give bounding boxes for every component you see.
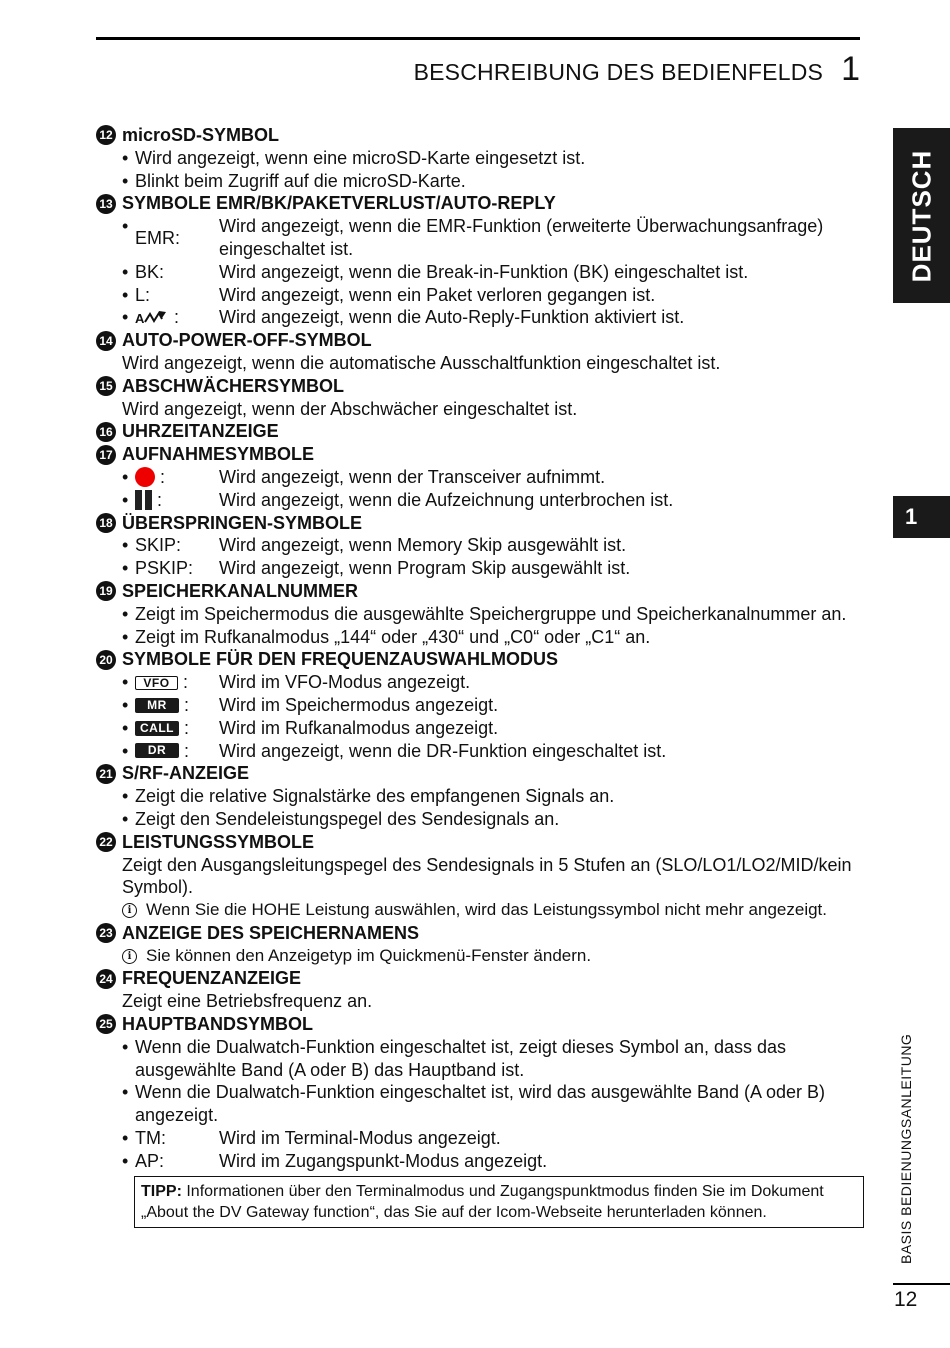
list-item: • A : Wird angezeigt, wenn die Auto-Reply-Funktion aktiviert ist. [96,306,864,329]
section-title: HAUPTBANDSYMBOL [122,1014,313,1035]
list-item-text: Zeigt im Speichermodus die ausgewählte Speichergruppe und Speicherkanalnummer an. [135,603,847,624]
header-title: BESCHREIBUNG DES BEDIENFELDS [413,59,824,85]
section-number-badge: 12 [96,125,116,145]
section-title: AUTO-POWER-OFF-SYMBOL [122,330,372,351]
section-number-badge: 25 [96,1014,116,1034]
section-title: SYMBOLE EMR/BK/PAKETVERLUST/AUTO-REPLY [122,193,556,214]
section-heading [96,580,864,603]
list-item: • CALL : Wird im Rufkanalmodus angezeigt. [96,717,864,740]
section-heading [96,648,864,671]
list-item: • Wird angezeigt, wenn eine microSD-Karte eingesetzt ist. [96,147,864,170]
section-heading [96,512,864,535]
list-item-text: Wird angezeigt, wenn die Break-in-Funktion (BK) eingeschaltet ist. [219,261,749,282]
list-term: SKIP: [135,535,182,556]
list-item-text: Zeigt den Sendeleistungspegel des Sendesignals an. [135,808,560,829]
section-heading [96,192,864,215]
list-item: • EMR: Wird angezeigt, wenn die EMR-Funktion (erweiterte Überwachungsanfrage) eingeschaltet ist. [96,215,864,261]
section-heading [96,1013,864,1036]
tip-box [134,1176,864,1228]
list-term: TM: [135,1128,166,1149]
list-item-text: Zeigt die relative Signalstärke des empfangenen Signals an. [135,786,615,807]
tip-text: Informationen über den Terminalmodus und Zugangspunktmodus finden Sie im Dokument „About the DV Gateway function“, das Sie auf der Icom-Webseite herunterladen können. [141,1182,824,1221]
section-number-badge: 14 [96,331,116,351]
list-item: • Blinkt beim Zugriff auf die microSD-Karte. [96,170,864,193]
section-heading [96,443,864,466]
list-item-text: Wird angezeigt, wenn der Transceiver aufnimmt. [219,466,606,487]
list-item: • VFO : Wird im VFO-Modus angezeigt. [96,671,864,694]
list-item-text: Wird angezeigt, wenn die Aufzeichnung unterbrochen ist. [219,489,674,510]
manual-type-label: BASIS BEDIENUNGSANLEITUNG [898,1033,914,1264]
note-text: Sie können den Anzeigetyp im Quickmenü-Fenster ändern. [146,945,592,965]
list-item-text: Wird angezeigt, wenn die EMR-Funktion (erweiterte Überwachungsanfrage) eingeschaltet ist. [219,216,824,259]
list-item-text: Wird im Zugangspunkt-Modus angezeigt. [219,1150,548,1171]
list-item: • SKIP: Wird angezeigt, wenn Memory Skip ausgewählt ist. [96,534,864,557]
section-heading [96,420,864,443]
list-item-text: Blinkt beim Zugriff auf die microSD-Karte. [135,170,466,191]
list-item-text: Wird angezeigt, wenn die DR-Funktion eingeschaltet ist. [219,740,667,761]
list-item: • Zeigt im Speichermodus die ausgewählte Speichergruppe und Speicherkanalnummer an. [96,603,864,626]
page-header [414,50,860,89]
page-number: 12 [894,1288,918,1311]
info-icon: i [122,903,137,918]
section-number-badge: 22 [96,832,116,852]
info-icon: i [122,949,137,964]
list-item: • Zeigt die relative Signalstärke des empfangenen Signals an. [96,785,864,808]
section-heading [96,329,864,352]
memory-mode-icon: MR [135,698,179,713]
list-item-text: Wird angezeigt, wenn Memory Skip ausgewählt ist. [219,535,627,556]
list-item-text: Wenn die Dualwatch-Funktion eingeschaltet ist, wird das ausgewählte Band (A oder B) angezeigt. [135,1082,826,1126]
list-item-text: Wird angezeigt, wenn ein Paket verloren gegangen ist. [219,284,656,305]
header-chapter-number: 1 [841,50,860,88]
list-item: • Wenn die Dualwatch-Funktion eingeschaltet ist, zeigt dieses Symbol an, dass das ausgewählte Band (A oder B) das Hauptband ist. [96,1036,864,1082]
section-text: Zeigt eine Betriebsfrequenz an. [122,991,373,1012]
section-heading [96,967,864,990]
section-title: LEISTUNGSSYMBOLE [122,831,315,852]
list-item: • MR : Wird im Speichermodus angezeigt. [96,694,864,717]
section-text: Wird angezeigt, wenn der Abschwächer eingeschaltet ist. [122,398,578,419]
list-item-text: Wird im Rufkanalmodus angezeigt. [219,717,499,738]
list-item: • PSKIP: Wird angezeigt, wenn Program Skip ausgewählt ist. [96,557,864,580]
list-term: EMR: [135,227,180,248]
footer-rule [893,1283,950,1285]
header-rule [96,37,860,40]
record-icon [135,467,155,487]
list-term: AP: [135,1150,165,1171]
section-number-badge: 17 [96,445,116,465]
list-item-text: Wird im Speichermodus angezeigt. [219,694,499,715]
section-text: Zeigt den Ausgangsleitungspegel des Sendesignals in 5 Stufen an (SLO/LO1/LO2/MID/kein Symbol). [122,854,852,898]
call-mode-icon: CALL [135,721,179,736]
list-item-text: Wird im VFO-Modus angezeigt. [219,672,471,693]
section-title: SYMBOLE FÜR DEN FREQUENZAUSWAHLMODUS [122,649,558,670]
section-title: ABSCHWÄCHERSYMBOL [122,375,344,396]
note [96,899,864,922]
list-item: • Zeigt den Sendeleistungspegel des Sendesignals an. [96,808,864,831]
list-term: PSKIP: [135,558,194,579]
list-item: • AP: Wird im Zugangspunkt-Modus angezeigt. [96,1150,864,1173]
language-tab [893,128,950,303]
section-heading [96,124,864,147]
pause-icon [135,490,152,510]
list-item-text: Zeigt im Rufkanalmodus „144“ oder „430“ und „C0“ oder „C1“ an. [135,626,651,647]
list-item-text: Wird angezeigt, wenn Program Skip ausgewählt ist. [219,558,631,579]
vfo-mode-icon: VFO [135,676,178,690]
list-item-text: Wird im Terminal-Modus angezeigt. [219,1128,501,1149]
dr-mode-icon: DR [135,743,179,758]
section-number-badge: 13 [96,194,116,214]
section-number-badge: 23 [96,923,116,943]
section-heading [96,831,864,854]
auto-reply-icon [135,308,169,328]
list-term: BK: [135,261,165,282]
section-number-badge: 15 [96,376,116,396]
section-heading [96,375,864,398]
section-number-badge: 19 [96,581,116,601]
list-item: • Wenn die Dualwatch-Funktion eingeschaltet ist, wird das ausgewählte Band (A oder B) angezeigt. [96,1081,864,1127]
language-tab-label: DEUTSCH [906,149,936,282]
list-item: • BK: Wird angezeigt, wenn die Break-in-Funktion (BK) eingeschaltet ist. [96,261,864,284]
list-item: • TM: Wird im Terminal-Modus angezeigt. [96,1127,864,1150]
list-item-text: Wird angezeigt, wenn die Auto-Reply-Funktion aktiviert ist. [219,307,685,328]
section-title: ANZEIGE DES SPEICHERNAMENS [122,922,420,943]
section-number-badge: 16 [96,422,116,442]
tip-label: TIPP: [141,1182,182,1200]
section-number-badge: 18 [96,513,116,533]
section-number-badge: 20 [96,650,116,670]
list-term: L: [135,284,151,305]
list-item-text: Wenn die Dualwatch-Funktion eingeschaltet ist, zeigt dieses Symbol an, dass das ausgewählte Band (A oder B) das Hauptband ist. [135,1036,787,1080]
list-item: • DR : Wird angezeigt, wenn die DR-Funktion eingeschaltet ist. [96,740,864,763]
section-title: ÜBERSPRINGEN-SYMBOLE [122,512,363,533]
section-text: Wird angezeigt, wenn die automatische Ausschaltfunktion eingeschaltet ist. [122,352,721,373]
list-item: • : Wird angezeigt, wenn die Aufzeichnung unterbrochen ist. [96,489,864,512]
section-title: AUFNAHMESYMBOLE [122,444,314,465]
list-item-text: Wird angezeigt, wenn eine microSD-Karte eingesetzt ist. [135,147,586,168]
section-title: SPEICHERKANALNUMMER [122,580,359,601]
note-text: Wenn Sie die HOHE Leistung auswählen, wird das Leistungssymbol nicht mehr angezeigt. [146,900,827,920]
section-heading [96,922,864,945]
list-item: • : Wird angezeigt, wenn der Transceiver aufnimmt. [96,466,864,489]
list-item: • L: Wird angezeigt, wenn ein Paket verloren gegangen ist. [96,284,864,307]
section-number-badge: 21 [96,764,116,784]
section-title: S/RF-ANZEIGE [122,763,250,784]
section-title: UHRZEITANZEIGE [122,421,279,442]
section-number-badge: 24 [96,969,116,989]
note [96,945,864,968]
section-title: microSD-SYMBOL [122,125,280,145]
content [96,124,864,1228]
svg-text:A: A [135,310,145,326]
chapter-tab [893,496,950,538]
chapter-tab-label: 1 [905,504,918,529]
section-heading [96,762,864,785]
list-item: • Zeigt im Rufkanalmodus „144“ oder „430“ und „C0“ oder „C1“ an. [96,626,864,649]
section-title: FREQUENZANZEIGE [122,968,302,989]
